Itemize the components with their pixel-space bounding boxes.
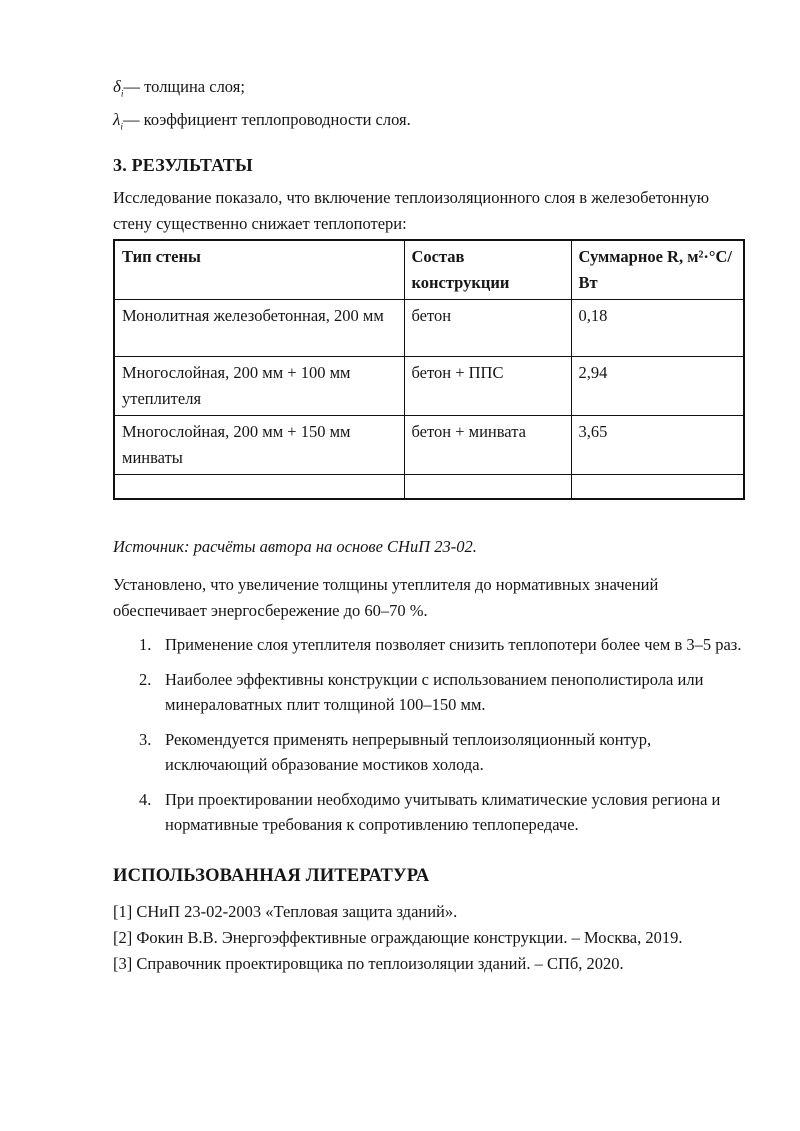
results-table (113, 239, 745, 501)
table-row (114, 415, 744, 474)
results-heading: 3. РЕЗУЛЬТАТЫ (113, 154, 253, 175)
results-intro-paragraph: Исследование показало, что включение теплоизоляционного слоя в железобетонную стену существенно снижает теплопотери: (113, 187, 710, 233)
table-row (114, 299, 744, 356)
table-cell-composition (404, 474, 571, 499)
list-item-text: Наиболее эффективны конструкции с использованием пенополистирола или минераловатных плит толщиной 100–150 мм. (165, 670, 704, 715)
table-cell-wall-type: Многослойная, 200 мм + 150 мм минваты (114, 415, 404, 474)
list-item (113, 727, 743, 777)
table-row (114, 356, 744, 415)
finding-paragraph: Установлено, что увеличение толщины утеплителя до нормативных значений обеспечивает энергосбережение до 60–70 %. (113, 575, 659, 621)
lambda-subscript: i (120, 122, 124, 133)
list-item-number: 3. (139, 730, 152, 750)
table-header-composition: Состав конструкции (404, 240, 571, 300)
list-item (113, 667, 743, 717)
table-cell-r-value: 2,94 (571, 356, 744, 415)
table-header-wall-type: Тип стены (114, 240, 404, 300)
table-header-row (114, 240, 744, 300)
table-source-note: Источник: расчёты автора на основе СНиП 23-02. (113, 537, 477, 557)
definition-lambda-text: — коэффициент теплопроводности слоя. (123, 110, 411, 130)
table-cell-r-value: 0,18 (571, 299, 744, 356)
table-cell-wall-type: Монолитная железобетонная, 200 мм (114, 299, 404, 356)
lambda-symbol: λ (113, 110, 121, 130)
table-cell-r-value: 3,65 (571, 415, 744, 474)
definition-lambda (113, 107, 743, 140)
table-cell-r-value (571, 474, 744, 499)
list-item-number: 2. (139, 670, 152, 690)
delta-subscript: i (120, 89, 124, 100)
definition-delta-text: — толщина слоя; (123, 77, 245, 96)
reference-item: [2] Фокин В.В. Энергоэффективные ограждающие конструкции. – Москва, 2019. (113, 928, 683, 948)
table-cell-wall-type (114, 474, 404, 499)
table-cell-wall-type: Многослойная, 200 мм + 100 мм утеплителя (114, 356, 404, 415)
list-item (113, 787, 743, 837)
table-cell-composition: бетон + ППС (404, 356, 571, 415)
list-item-number: 4. (139, 790, 152, 810)
definition-delta (113, 74, 743, 107)
list-item (113, 632, 743, 657)
document-content (113, 74, 743, 977)
list-item-text: Рекомендуется применять непрерывный теплоизоляционный контур, исключающий образование мостиков холода. (165, 730, 652, 775)
conclusions-list (113, 632, 743, 837)
list-item-text: Применение слоя утеплителя позволяет снизить теплопотери более чем в 3–5 раз. (165, 635, 742, 655)
table-cell-composition: бетон (404, 299, 571, 356)
list-item-text: При проектировании необходимо учитывать климатические условия региона и нормативные требования к сопротивлению теплопередаче. (165, 790, 721, 835)
table-header-r-value: Суммарное R, м²·°С/Вт (571, 240, 744, 300)
list-item-number: 1. (139, 635, 152, 655)
table-cell-composition: бетон + минвата (404, 415, 571, 474)
references-block (113, 899, 743, 977)
table-empty-row (114, 474, 744, 499)
reference-item: [1] СНиП 23-02-2003 «Тепловая защита зданий». (113, 902, 458, 922)
reference-item: [3] Справочник проектировщика по теплоизоляции зданий. – СПб, 2020. (113, 954, 624, 974)
literature-heading: ИСПОЛЬЗОВАННАЯ ЛИТЕРАТУРА (113, 866, 430, 887)
delta-symbol: δ (113, 77, 121, 96)
